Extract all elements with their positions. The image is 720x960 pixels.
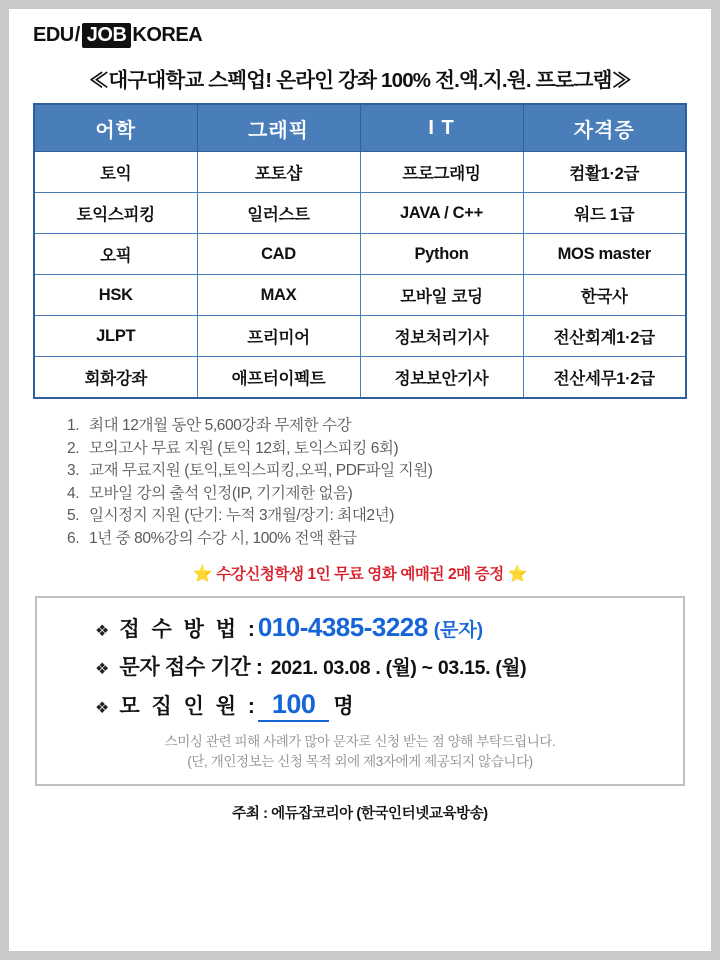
diamond-bullet-icon: ❖ xyxy=(95,661,110,678)
table-cell: MAX xyxy=(197,275,360,316)
gift-notice xyxy=(27,562,693,584)
table-header-it: I T xyxy=(360,104,523,152)
benefits-list xyxy=(27,415,693,550)
apply-notice-line-1: 스미싱 관련 피해 사례가 많아 문자로 신청 받는 점 양해 부탁드립니다. xyxy=(164,734,556,749)
table-cell: 컴활1·2급 xyxy=(523,152,686,193)
table-cell: 포토샵 xyxy=(197,152,360,193)
apply-period-label: 문자 접수 기간 : xyxy=(119,656,263,679)
poster-inner xyxy=(9,9,711,951)
star-icon: ⭐ xyxy=(507,566,528,583)
table-row xyxy=(34,275,686,316)
table-row xyxy=(34,316,686,357)
table-cell: 토익 xyxy=(34,152,197,193)
table-cell: 전산세무1·2급 xyxy=(523,357,686,399)
diamond-bullet-icon: ❖ xyxy=(95,700,110,717)
table-cell: 워드 1급 xyxy=(523,193,686,234)
list-item: 1년 중 80%강의 수강 시, 100% 전액 환급 xyxy=(89,529,357,547)
apply-period-row xyxy=(47,651,673,681)
apply-period-value: 2021. 03.08 . (월) ~ 03.15. (월) xyxy=(270,657,527,679)
diamond-bullet-icon: ❖ xyxy=(95,623,110,640)
apply-phone-number[interactable]: 010-4385-3228 xyxy=(257,612,428,642)
table-cell: MOS master xyxy=(523,234,686,275)
gift-text: 수강신청학생 1인 무료 영화 예매권 2매 증정 xyxy=(216,566,504,583)
table-header-language: 어학 xyxy=(34,104,197,152)
apply-count-row xyxy=(47,689,673,722)
table-cell: CAD xyxy=(197,234,360,275)
apply-notice-line-2: (단, 개인정보는 신청 목적 외에 제3자에게 제공되지 않습니다) xyxy=(187,754,533,769)
table-row xyxy=(34,193,686,234)
list-item: 교재 무료지원 (토익,토익스피킹,오픽, PDF파일 지원) xyxy=(89,462,433,479)
table-cell: 모바일 코딩 xyxy=(360,275,523,316)
table-cell: 정보처리기사 xyxy=(360,316,523,357)
table-cell: 오픽 xyxy=(34,234,197,275)
table-cell: 애프터이펙트 xyxy=(197,357,360,399)
brand-logo xyxy=(33,23,202,48)
list-item: 일시정지 지원 (단기: 누적 3개월/장기: 최대2년) xyxy=(89,507,394,524)
table-cell: HSK xyxy=(34,275,197,316)
logo-korea-text: KOREA xyxy=(132,24,203,46)
apply-method-label: 접 수 방 법 : xyxy=(119,618,258,641)
table-cell: 프로그래밍 xyxy=(360,152,523,193)
table-cell: 일러스트 xyxy=(197,193,360,234)
logo-row xyxy=(27,9,693,53)
table-cell: Python xyxy=(360,234,523,275)
table-row xyxy=(34,152,686,193)
star-icon: ⭐ xyxy=(192,566,213,583)
footer-organizer: 주최 : 에듀잡코리아 (한국인터넷교육방송) xyxy=(232,806,488,822)
table-header-graphic: 그래픽 xyxy=(197,104,360,152)
course-table-wrapper xyxy=(27,103,693,399)
table-cell: 프리미어 xyxy=(197,316,360,357)
logo-edu-text: EDU xyxy=(33,24,74,46)
table-row xyxy=(34,357,686,399)
table-cell: 토익스피킹 xyxy=(34,193,197,234)
logo-job-text: JOB xyxy=(82,23,132,48)
apply-count-label: 모 집 인 원 : xyxy=(119,695,258,718)
table-row xyxy=(34,234,686,275)
table-cell: 정보보안기사 xyxy=(360,357,523,399)
apply-count-unit: 명 xyxy=(333,695,354,718)
logo-slash: / xyxy=(74,24,80,46)
list-item: 모의고사 무료 지원 (토익 12회, 토익스피킹 6회) xyxy=(89,439,399,457)
apply-info-box xyxy=(35,596,685,786)
apply-count-value: 100 xyxy=(258,689,330,722)
apply-phone-note: (문자) xyxy=(433,620,484,641)
list-item: 최대 12개월 동안 5,600강좌 무제한 수강 xyxy=(89,417,352,434)
table-cell: JLPT xyxy=(34,316,197,357)
table-cell: 회화강좌 xyxy=(34,357,197,399)
table-header-certificate: 자격증 xyxy=(523,104,686,152)
table-cell: 전산회계1·2급 xyxy=(523,316,686,357)
table-cell: 한국사 xyxy=(523,275,686,316)
course-table xyxy=(33,103,687,399)
apply-notice xyxy=(47,732,673,772)
table-cell: JAVA / C++ xyxy=(360,193,523,234)
apply-method-row xyxy=(47,612,673,643)
page-title: ≪대구대학교 스펙업! 온라인 강좌 100% 전.액.지.원. 프로그램≫ xyxy=(88,69,632,92)
table-header-row xyxy=(34,104,686,152)
list-item: 모바일 강의 출석 인정(IP, 기기제한 없음) xyxy=(89,484,353,502)
